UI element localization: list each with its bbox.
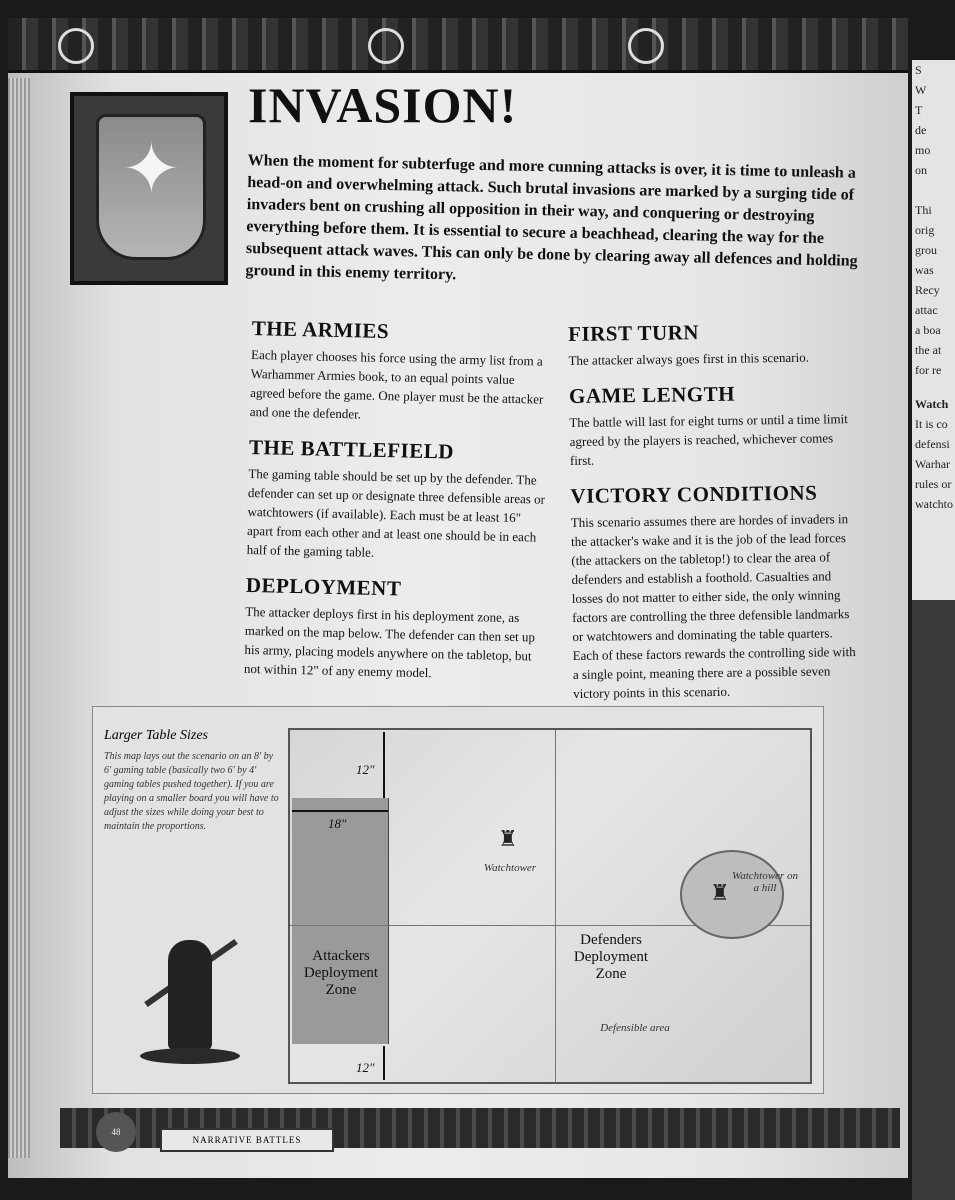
page-edges bbox=[8, 78, 30, 1158]
intro-paragraph: When the moment for subterfuge and more cunning attacks is over, it is time to unleash a head-on and overwhelming attack. Such brutal invasions are marked by a surging tide of invaders bent on crushing all opposition in their way, and conquering or destroying everything before them. It is essential to secure a beachhead, clearing the way for the subsequent attack waves. This can only be done by clearing away all defences and holding ground in this enemy territory. bbox=[245, 151, 858, 284]
knot-ornament bbox=[368, 28, 404, 64]
next-page-text: Watch bbox=[915, 397, 949, 411]
watchtower-label: Watchtower bbox=[483, 862, 537, 874]
scenario-emblem bbox=[70, 92, 228, 285]
measure-width-label: 18" bbox=[328, 816, 347, 831]
heading-deployment: DEPLOYMENT bbox=[245, 572, 402, 601]
next-page-edge bbox=[912, 60, 955, 1200]
next-page-text: mo bbox=[915, 143, 931, 157]
hill-icon bbox=[680, 850, 784, 939]
text-armies: Each player chooses his force using the army list from a Warhammer Armies book, to an equal points value agreed before the game. One player must be the attacker and one the defender. bbox=[249, 346, 544, 422]
watchtower-icon: ♜ bbox=[710, 880, 730, 905]
top-ornamental-border bbox=[8, 18, 908, 73]
defenders-zone-label: Defenders Deployment Zone bbox=[573, 932, 649, 982]
heading-armies: THE ARMIES bbox=[251, 316, 390, 344]
next-page-text: rules or bbox=[915, 477, 952, 491]
map-center-line bbox=[555, 730, 556, 1082]
heading-battlefield: THE BATTLEFIELD bbox=[248, 434, 455, 464]
knot-ornament bbox=[628, 28, 664, 64]
flame-icon: ✦ bbox=[122, 132, 181, 209]
page-number: 48 bbox=[96, 1112, 136, 1152]
next-page-text: Thi bbox=[915, 203, 932, 217]
watchtower-hill-label: Watchtower on a hill bbox=[732, 870, 798, 894]
watchtower-icon: ♜ bbox=[498, 826, 518, 851]
next-page-text: Warhar bbox=[915, 457, 951, 471]
next-page-text: S bbox=[915, 63, 922, 77]
next-page-text: It is co bbox=[915, 417, 948, 431]
footer-section-label: NARRATIVE BATTLES bbox=[160, 1128, 334, 1152]
measure-top-label: 12" bbox=[356, 762, 375, 777]
next-page-text: de bbox=[915, 123, 927, 137]
figure-body bbox=[168, 940, 212, 1050]
next-page-text: orig bbox=[915, 223, 935, 237]
figure-base bbox=[140, 1048, 240, 1064]
next-page-text: for re bbox=[915, 363, 942, 377]
right-column bbox=[568, 318, 861, 717]
next-page-text: was bbox=[915, 263, 934, 277]
next-page-text: on bbox=[915, 163, 927, 177]
text-battlefield: The gaming table should be set up by the defender. The defender can set up or designate three defensible areas or watchtowers (if available). Each must be at least 16" apart from each other and at least one should be in each half of the gaming table. bbox=[246, 465, 546, 560]
heading-first-turn: FIRST TURN bbox=[568, 320, 700, 346]
next-page-text: a boa bbox=[915, 323, 941, 337]
sidebar-title: Larger Table Sizes bbox=[104, 728, 208, 743]
left-column bbox=[243, 316, 551, 699]
next-page-text: the at bbox=[915, 343, 942, 357]
text-first-turn: The attacker always goes first in this scenario. bbox=[568, 349, 810, 368]
measure-arrow-top bbox=[383, 732, 385, 798]
knot-ornament bbox=[58, 28, 94, 64]
next-page-text: W bbox=[915, 83, 927, 97]
measure-arrow-width bbox=[292, 810, 388, 812]
next-page-text: attac bbox=[915, 303, 938, 317]
heading-victory-conditions: VICTORY CONDITIONS bbox=[570, 480, 818, 508]
defensible-area-label: Defensible area bbox=[600, 1022, 670, 1034]
next-page-text: defensi bbox=[915, 437, 950, 451]
text-game-length: The battle will last for eight turns or until a time limit agreed by the players is reached, whichever comes first. bbox=[569, 411, 848, 468]
text-deployment: The attacker deploys first in his deployment zone, as marked on the map below. The defender can then set up his army, placing models anywhere on the tabletop, but not within 12" of any enemy model. bbox=[243, 603, 536, 681]
attackers-zone-area bbox=[292, 798, 389, 1044]
deployment-map bbox=[288, 728, 812, 1084]
miniature-figure-image bbox=[130, 930, 250, 1070]
attackers-zone-label: Attackers Deployment Zone bbox=[303, 948, 379, 998]
next-page-text: T bbox=[915, 103, 923, 117]
page-title: INVASION! bbox=[248, 77, 518, 133]
next-page-text: watchto bbox=[915, 497, 953, 511]
measure-bottom-label: 12" bbox=[356, 1060, 375, 1075]
next-page-text: grou bbox=[915, 243, 937, 257]
measure-arrow-bottom bbox=[383, 1046, 385, 1080]
heading-game-length: GAME LENGTH bbox=[568, 381, 736, 408]
sidebar-text: This map lays out the scenario on an 8' by 6' gaming table (basically two 6' by 4' gaming tables pushed together). If you are playing on a smaller board you will have to adjust the sizes while doing your best to maintain the proportions. bbox=[104, 751, 279, 832]
next-page-text: Recy bbox=[915, 283, 940, 297]
next-page-photo bbox=[912, 600, 955, 1200]
text-victory-conditions: This scenario assumes there are hordes of invaders in the attacker's wake and it is the job of the lead forces (the attackers on the tabletop!) to clear the area of defenders and establish a foothold. Casualties and losses do not matter to either side, the only winning factors are controlling the three defensible landmarks or watchtowers and dominating the table quarters. Each of these factors rewards the controlling side with a single point, meaning there are a possible seven victory points in this scenario. bbox=[570, 511, 856, 701]
